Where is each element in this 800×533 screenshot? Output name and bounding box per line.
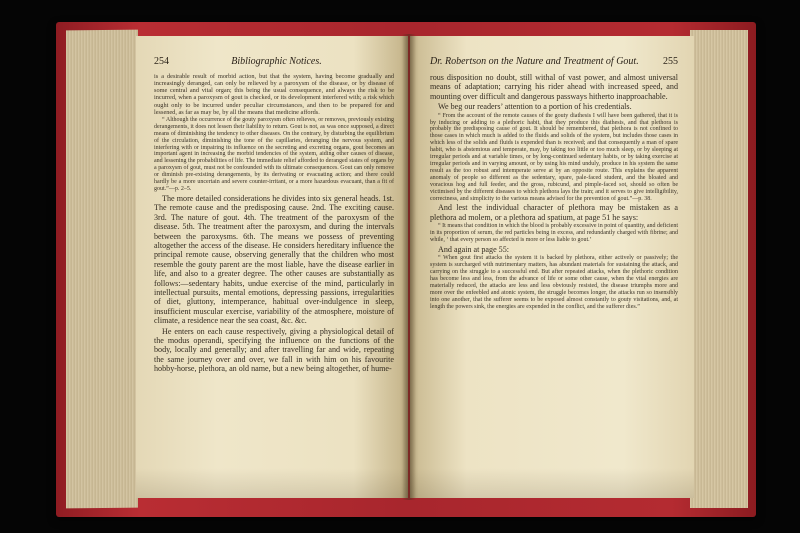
paragraph: rous disposition no doubt, still withal of vast power, and almost universal means of adaptation; carrying his rider ahead with increased speed, and mounting over difficult and dangerous passways hitherto inapproachable. <box>430 73 678 101</box>
running-head: Bibliographic Notices. <box>231 56 322 67</box>
paragraph: is a desirable result of morbid action, but that the system, having become gradually and increasingly deranged, can only be relieved by a paroxysm of the disease, or by disease of some central and vital organ; this being the usual consequence, and always the risk to be incurred, when a paroxysm of gout is checked, or its development interfered with; a risk which ought only to be incurred under peculiar circumstances, and then to be prepared for and lessened, as far as may be, by all the means that medicine affords. <box>154 73 394 116</box>
quotation: “ From the account of the remote causes of the gouty diathesis I will have been gathered, that it is by inducing or adding to a plethoric habit, that they produce this diathesis, and that plethora is probably the predisposing cause of gout. It should be remembered, that plethora is not confined to those cases in which much is added to the fluids and solids of the system, but includes those cases in which less of the solids and fluids is expended than is received; and that consequently a man of spare habit, who is abstemious and temperate, may, by taking too little or too much sleep, or by sleeping at irregular periods and at variable times, or by long-continued sedentary habits, or by taking exercise at irregular periods and in varying amount, or by using his mind unduly, produce in his system the same result as the too robust and intemperate serve at by an opposite route. This explains the apparent anomaly of people so different as the sedentary, spare, pale-faced student, and the bloated and voracious hog and full feeder, and the gross, rubicund, and pimple-faced sot, should so often be victimised by the different diseases to which plethora lays the train; and it serves to give intelligibility, correctness, and simplicity to the various means advised for the prevention of gout.”—p. 38. <box>430 112 678 202</box>
book-gutter <box>402 34 416 500</box>
paragraph: We beg our readers’ attention to a portion of his credentials. <box>438 102 632 112</box>
right-page <box>410 36 694 498</box>
paragraph: The more detailed considerations he divides into six general heads. 1st. The remote cause and the predisposing cause. 2nd. The exciting cause. 3rd. The nature of gout. 4th. The treatment of the paroxysm of the disease. 5th. The treatment after the paroxysm, and during the intervals between the paroxysms. 6th. The means we possess of preventing altogether the access of the disease. He considers hereditary influence the principal remote cause, observing generally that the children who most resemble the gouty parent are the most liable, have the disease earlier in life, and also to a greater degree. The other causes are substantially as follows:—sedentary habits, undue exercise of the mind, particularly in intellectual pursuits, mental emotions, depressing passions, irregularities of diet, gluttony, intemperance, habitual over-indulgence in sleep, insufficient muscular exercise, variability of the atmosphere, moisture of climate, a residence near the sea coast, &c. &c. <box>154 193 394 326</box>
page-number: 255 <box>663 56 678 67</box>
quotation: “ Although the occurrence of the gouty paroxysm often relieves, or removes, previously existing derangements, it does not lessen their liability to return. Gout is not, as was once supposed, a direct means of diminishing the tendency to other diseases. On the contrary, by disturbing the equilibrium of the circulation, diminishing the tone of the capillaries, deranging the nervous system, and interfering with or impairing its influence on the secreting and excreting organs, gout becomes an important agent in increasing the morbid tendencies of the system, aiding other causes of disease, and lessening the probabilities of life. The immediate relief afforded to deranged states of organs by a paroxysm of gout, must not be confounded with its ultimate consequences. Gout can only remove or diminish pre-existing derangements, by its derivating or evacuating action; and there could hardly be a more uncertain and severe counter-irritant, or a more hazardous evacuant, than a fit of gout.”—p. 2–5. <box>154 116 394 192</box>
right-page-edges <box>690 30 748 508</box>
paragraph: And again at page 55: <box>438 244 510 254</box>
left-page <box>136 36 408 498</box>
quotation: “ When gout first attacks the system it is backed by plethora, either actively or passively; the system is surcharged with nutrimentary matters, has abundant materials for sustaining the attack, and carrying on the struggle to a successful end. But after repeated attacks, when the plethoric condition has become less and less, from the advance of life or some other cause, when the vital energies are materially reduced, the attacks are less and less obviously resisted, the disease triumphs more and more over the enfeebled and atonic system, the struggle becomes longer, the attacks run so insensibly into one another, that the sufferer seems to be exposed almost constantly to gouty visitations, and, at length the powers sink, the energies are expended in the conflict, and the sufferer dies.” <box>430 255 678 310</box>
right-page-header <box>430 56 678 68</box>
left-page-header <box>154 56 394 68</box>
page-number: 254 <box>154 56 169 67</box>
paragraph: He enters on each cause respectively, giving a physiological detail of the modus operandi, specifying the influence on the functions of the body, locally and generally; and after travelling far and wide, repeating the same journey over and over, we fall in with him on his favourite hobby-horse, plethora, an old name, but a new being altogether, of hume- <box>154 326 394 374</box>
paragraph: And lest the individual character of plethora may be mistaken as a plethora ad molem, or a plethora ad spatium, at page 51 he says: <box>430 203 678 222</box>
quotation: “ It means that condition in which the blood is probably excessive in point of quantity, and deficient in its proportion of serum, the red particles being in excess, and redundantly charged with fibrine; and while, ‘ that every person so affected is more or less liable to gout.’ <box>430 223 678 244</box>
running-head: Dr. Robertson on the Nature and Treatment of Gout. <box>430 56 639 67</box>
left-page-edges <box>66 30 138 509</box>
